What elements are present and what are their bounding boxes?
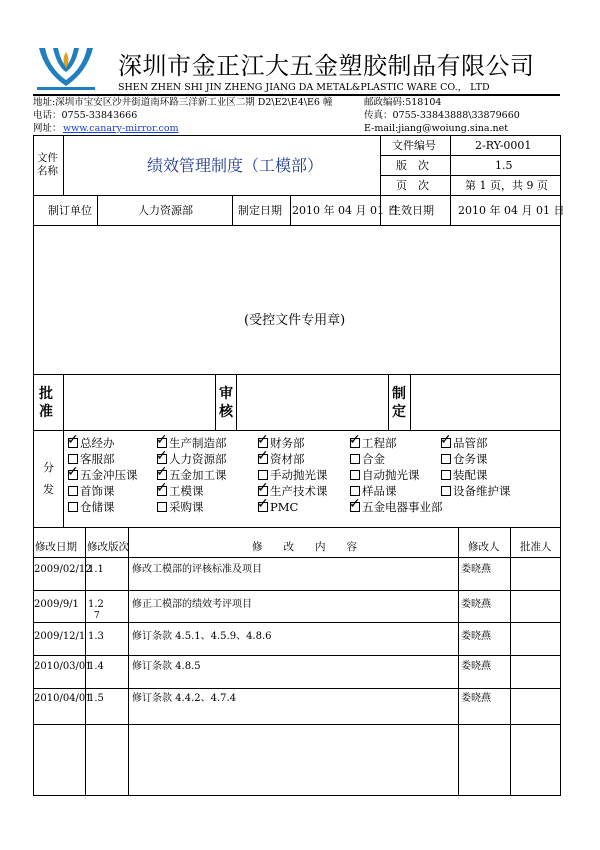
company-logo (35, 42, 97, 92)
checkbox-label: 五金冲压课 (80, 468, 138, 482)
checkbox-label: 生产技术课 (270, 484, 328, 498)
company-address: 地址:深圳市宝安区沙井街道南环路三洋新工业区二期 D2\E2\E4\E6 幢 (33, 97, 333, 108)
rev-by: 娄晓燕 (461, 661, 491, 672)
rev-date: 2009/9/1 (34, 599, 79, 610)
distribution-label: 分 发 (43, 461, 54, 496)
rev-date: 2010/03/01 (34, 661, 92, 672)
dist-checkbox[interactable] (441, 454, 488, 466)
date-label: 制定日期 (238, 204, 282, 217)
rev-content: 修改工模部的评核标准及项目 (132, 564, 262, 575)
check-mark-icon: ✓ (67, 432, 79, 448)
create-label: 制 定 (392, 386, 406, 420)
rev-date: 2009/02/12 (34, 564, 92, 575)
checkbox-box (68, 486, 78, 496)
rev-date: 2009/12/1 (34, 631, 86, 642)
checkbox-box (350, 486, 360, 496)
rev-by: 娄晓燕 (461, 599, 491, 610)
doc-number-value: 2-RY-0001 (475, 139, 532, 152)
page-label: 页 次 (396, 179, 429, 192)
checkbox-box (441, 486, 451, 496)
date-value: 2010 年 04 月 01 日 (292, 204, 399, 217)
dist-checkbox[interactable] (441, 486, 511, 498)
rev-version: 1.5 (88, 693, 104, 704)
checkbox-label: 工模课 (169, 484, 204, 498)
doc-name-label: 文件 名称 (37, 152, 58, 177)
doc-number-label: 文件编号 (392, 139, 436, 152)
dist-checkbox[interactable] (349, 432, 397, 450)
checkbox-label: 采购课 (169, 500, 204, 514)
dist-checkbox[interactable] (257, 448, 305, 466)
company-name-cn: 深圳市金正江大五金塑胶制品有限公司 (118, 52, 535, 80)
checkbox-label: 仓务课 (453, 452, 488, 466)
check-mark-icon: ✓ (156, 480, 168, 496)
dist-checkbox[interactable] (349, 496, 443, 514)
version-value: 1.5 (495, 159, 513, 172)
checkbox-label: 合金 (362, 452, 385, 466)
rev-header-content: 修 改 内 容 (252, 541, 357, 553)
rev-header-by: 修改人 (468, 541, 500, 553)
dist-checkbox[interactable] (156, 480, 204, 498)
checkbox-label: 生产制造部 (169, 436, 227, 450)
dist-checkbox[interactable] (157, 502, 204, 514)
checkbox-label: 自动抛光课 (362, 468, 420, 482)
rev-date: 2010/04/01 (34, 693, 92, 704)
review-label: 审 核 (219, 386, 233, 420)
rev-by: 娄晓燕 (461, 631, 491, 642)
website-label: 网址： (33, 123, 62, 134)
check-mark-icon: ✓ (156, 432, 168, 448)
dist-checkbox[interactable] (350, 470, 420, 482)
dist-checkbox[interactable] (68, 502, 115, 514)
checkbox-box (258, 470, 268, 480)
checkbox-label: 工程部 (362, 436, 397, 450)
rev-content: 修订条款 4.4.2、4.7.4 (132, 693, 237, 704)
rev-version: 1.1 (88, 564, 104, 575)
checkbox-label: 样品课 (362, 484, 397, 498)
rev-content: 修正工模部的绩效考评项目 (132, 599, 252, 610)
checkbox-box (68, 454, 78, 464)
company-name-en: SHEN ZHEN SHI JIN ZHENG JIANG DA METAL&PLASTIC WARE CO.， LTD (118, 82, 490, 93)
check-mark-icon: ✓ (440, 432, 452, 448)
checkbox-box (441, 454, 451, 464)
rev-version: 1.2 (88, 599, 104, 610)
doc-title: 绩效管理制度（工模部） (147, 156, 324, 175)
dist-checkbox[interactable] (440, 432, 488, 450)
checkbox-label: 资材部 (270, 452, 305, 466)
checkbox-box (350, 470, 360, 480)
checkbox-label: 客服部 (80, 452, 115, 466)
check-mark-icon: ✓ (67, 464, 79, 480)
check-mark-icon: ✓ (257, 432, 269, 448)
check-mark-icon: ✓ (349, 432, 361, 448)
checkbox-label: 仓储课 (80, 500, 115, 514)
check-mark-icon: ✓ (257, 496, 269, 512)
checkbox-label: 五金加工课 (169, 468, 227, 482)
company-website-link[interactable]: www.canary-mirror.com (63, 123, 179, 134)
checkbox-box (441, 470, 451, 480)
checkbox-label: 人力资源部 (169, 452, 227, 466)
check-mark-icon: ✓ (257, 480, 269, 496)
check-mark-icon: ✓ (349, 496, 361, 512)
company-postcode: 邮政编码:518104 (364, 97, 442, 108)
company-phone: 电话：0755-33843666 (33, 110, 138, 121)
dist-checkbox[interactable] (441, 470, 488, 482)
unit-label: 制订单位 (48, 204, 92, 217)
checkbox-box (350, 454, 360, 464)
rev-content: 修订条款 4.8.5 (132, 661, 201, 672)
stray-mark: 7 (94, 611, 100, 621)
check-mark-icon: ✓ (257, 448, 269, 464)
rev-header-approver: 批准人 (520, 541, 552, 553)
company-email: E-mail:jiang@woiung.sina.net (364, 123, 509, 134)
dist-checkbox[interactable] (257, 496, 299, 514)
checkbox-label: PMC (270, 500, 299, 514)
checkbox-label: 装配课 (453, 468, 488, 482)
checkbox-box (68, 502, 78, 512)
effective-label: 生效日期 (390, 204, 434, 217)
rev-by: 娄晓燕 (461, 693, 491, 704)
rev-version: 1.3 (88, 631, 104, 642)
checkbox-label: 财务部 (270, 436, 305, 450)
dist-checkbox[interactable] (67, 432, 115, 450)
dist-checkbox[interactable] (350, 454, 385, 466)
rev-version: 1.4 (88, 661, 104, 672)
checkbox-label: 设备维护课 (453, 484, 511, 498)
rev-by: 娄晓燕 (461, 564, 491, 575)
controlled-stamp-text: (受控文件专用章) (244, 313, 346, 328)
checkbox-label: 总经办 (80, 436, 115, 450)
checkbox-box (157, 502, 167, 512)
company-fax: 传真：0755-33843888\33879660 (364, 110, 520, 121)
rev-header-version: 修改版次 (87, 541, 129, 553)
checkbox-label: 五金电器事业部 (362, 500, 443, 514)
check-mark-icon: ✓ (156, 448, 168, 464)
checkbox-label: 手动抛光课 (270, 468, 328, 482)
approve-label: 批 准 (39, 386, 53, 420)
page-value: 第 1 页，共 9 页 (465, 179, 548, 192)
version-label: 版 次 (396, 159, 429, 172)
dist-checkbox[interactable] (67, 464, 138, 482)
dist-checkbox[interactable] (68, 486, 115, 498)
checkbox-label: 品管部 (453, 436, 488, 450)
rev-content: 修订条款 4.5.1、4.5.9、4.8.6 (132, 631, 272, 642)
checkbox-label: 首饰课 (80, 484, 115, 498)
effective-value: 2010 年 04 月 01 日 (458, 204, 565, 217)
rev-header-date: 修改日期 (35, 541, 77, 553)
check-mark-icon: ✓ (156, 464, 168, 480)
unit-value: 人力资源部 (138, 204, 193, 217)
